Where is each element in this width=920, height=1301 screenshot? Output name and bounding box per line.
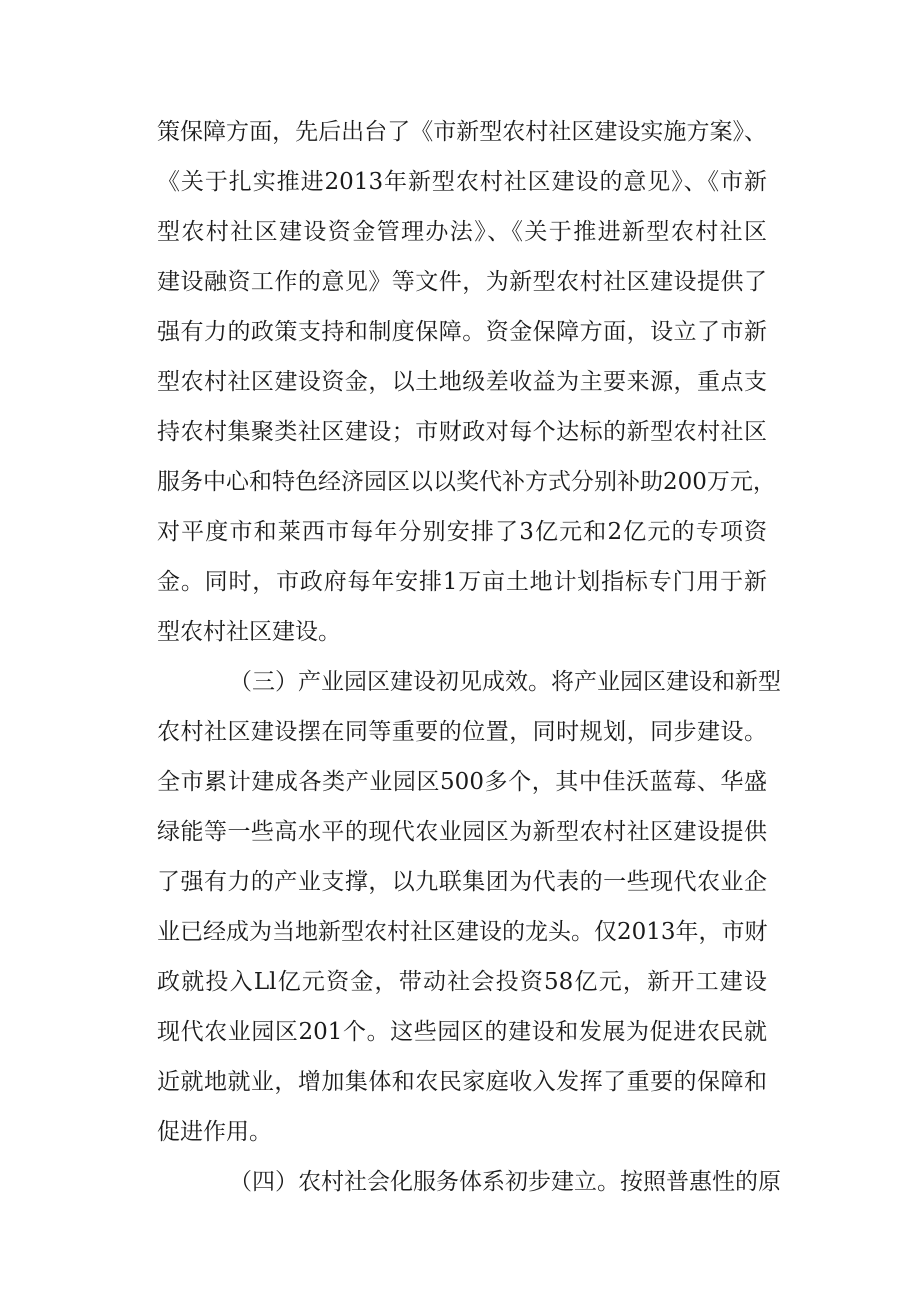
text-line: 了强有力的产业支撑，以九联集团为代表的一些现代农业企	[157, 869, 767, 895]
text-line: 近就地就业，增加集体和农民家庭收入发挥了重要的保障和	[157, 1069, 767, 1095]
text-line: 农村社区建设摆在同等重要的位置，同时规划，同步建设。	[157, 719, 767, 745]
text-line: 业已经成为当地新型农村社区建设的龙头。仅2013年，市财	[157, 919, 768, 945]
text-line: 《关于扎实推进2013年新型农村社区建设的意见》、《市新	[157, 169, 767, 195]
section-heading-line: （三）产业园区建设初见成效。将产业园区建设和新型	[229, 669, 781, 695]
text-line: 绿能等一些高水平的现代农业园区为新型农村社区建设提供	[157, 819, 767, 845]
text-line: 策保障方面，先后出台了《市新型农村社区建设实施方案》、	[157, 119, 767, 145]
text-line: 型农村社区建设。	[157, 619, 341, 645]
text-line: 政就投入Ll亿元资金，带动社会投资58亿元，新开工建设	[157, 969, 767, 995]
text-line: 服务中心和特色经济园区以以奖代补方式分别补助200万元，	[157, 469, 776, 495]
text-line: 全市累计建成各类产业园区500多个，其中佳沃蓝莓、华盛	[157, 769, 767, 795]
text-line: 强有力的政策支持和制度保障。资金保障方面，设立了市新	[157, 319, 767, 345]
text-line: 金。同时，市政府每年安排1万亩土地计划指标专门用于新	[157, 569, 767, 595]
text-line: 建设融资工作的意见》等文件，为新型农村社区建设提供了	[157, 269, 767, 295]
text-line: 促进作用。	[157, 1119, 272, 1145]
text-line: 持农村集聚类社区建设；市财政对每个达标的新型农村社区	[157, 419, 767, 445]
text-line: 型农村社区建设资金，以土地级差收益为主要来源，重点支	[157, 369, 767, 395]
text-line: 型农村社区建设资金管理办法》、《关于推进新型农村社区	[157, 219, 767, 245]
text-line: 现代农业园区201个。这些园区的建设和发展为促进农民就	[157, 1019, 767, 1045]
text-line: 对平度市和莱西市每年分别安排了3亿元和2亿元的专项资	[157, 519, 767, 545]
section-heading-line: （四）农村社会化服务体系初步建立。按照普惠性的原	[229, 1169, 781, 1195]
